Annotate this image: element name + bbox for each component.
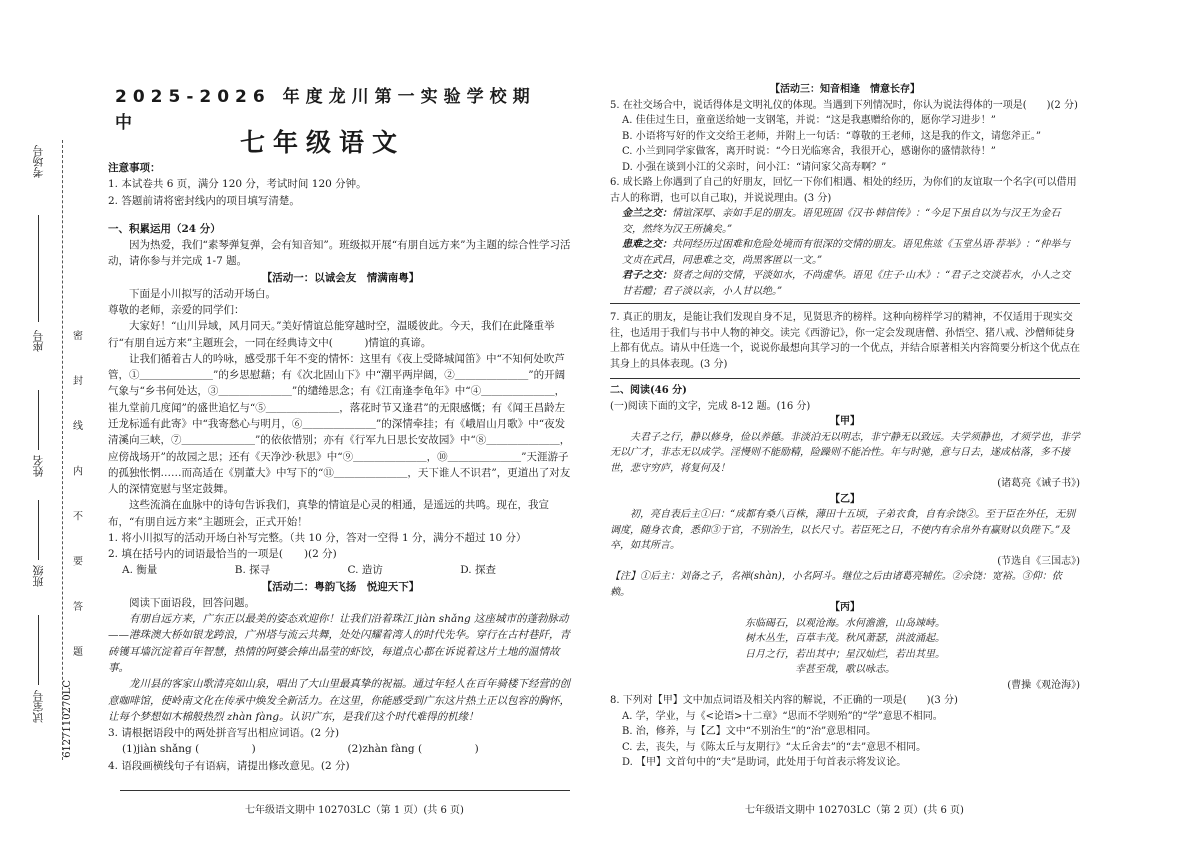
q6-text: 情谊深厚、亲如手足的朋友。语见班固《汉书·韩信传》：“今足下虽自以为与汉王为金石交，然终为汉王所擒矣。” — [622, 208, 1061, 235]
question-7: 7. 真正的朋友，是能让我们发现自身不足，见贤思齐的榜样。这种向榜样学习的精神，不仅适用于现实交往，也适用于我们与书中人物的神交。读完《西游记》，你一定会发现唐僧、孙悟空、猪八戒、沙僧师徒身上都有优点。请从中任选一个，说说你最想向其学习的一个优点，并结合原著相关内容简要分析这个优点在其身上的具体表现。(3 分) — [610, 312, 1080, 370]
binding-strip — [0, 0, 95, 847]
q2-option[interactable]: C. 造访 — [347, 564, 383, 577]
passage-jia: 夫君子之行，静以修身，俭以养德。非淡泊无以明志，非宁静无以致远。夫学须静也，才须学也，非学无以广才，非志无以成学。淫慢则不能励精，险躁则不能冶性。年与时驰，意与日去，遂成枯落，多不接世，悲守穷庐，将复何及！ — [610, 431, 1080, 474]
section1-heading: 一、积累运用（24 分） — [108, 222, 221, 235]
question-5: 5. 在社交场合中，说话得体是文明礼仪的体现。当遇到下列情况时，你认为说法得体的一项是( )(2 分) — [610, 99, 1078, 111]
note-item: 1. 本试卷共 6 页，满分 120 分，考试时间 120 分钟。 — [108, 178, 367, 191]
a2-intro: 阅读下面语段，回答问题。 — [129, 596, 255, 609]
a2-paragraph: 龙川县的客家山歌清亮如山泉，唱出了大山里最真挚的祝福。通过年轻人在百年骑楼下经营的创意咖啡馆，使岭南文化在传承中焕发全新活力。在这里，你能感受到广东这片热土正以包容的胸怀，让每个梦想如木棉般热烈 zhàn fàng。认识广东，是我们这个时代难得的机缘！ — [108, 678, 570, 723]
subject-title: 七年级语文 — [240, 128, 406, 157]
q6-item — [610, 268, 1080, 299]
question-2: 2. 填在括号内的词语最恰当的一项是( )(2 分) — [108, 548, 337, 561]
q8-option[interactable]: A. 学，学业，与《<论语>十二章》“思而不学则殆”的“学”意思不相同。 — [622, 710, 943, 722]
poem-line: 幸甚至哉，歌以咏志。 — [795, 664, 895, 675]
q2-options — [108, 562, 573, 578]
a1-greeting: 尊敬的老师，亲爱的同学们： — [108, 304, 245, 317]
footer-page-2: 七年级语文期中 102703LC（第 2 页）(共 6 页) — [745, 805, 964, 816]
question-4: 4. 语段画横线句子有语病，请提出修改意见。(2 分) — [108, 759, 350, 772]
notes-heading: 注意事项： — [108, 162, 161, 174]
q3-answer-2[interactable]: (2)zhàn fàng ( ) — [347, 743, 479, 756]
q2-option[interactable]: D. 探查 — [460, 564, 496, 577]
q6-item — [610, 206, 1080, 237]
passage-jia-source: (诸葛亮《诫子书》) — [997, 478, 1080, 489]
q6-text: 共同经历过困难和危险处境而有很深的交情的朋友。语见焦竑《玉堂丛语·荐举》：“仲举与文贞在武昌，同患难之交，尚黑客匿以一文。” — [622, 239, 1071, 266]
seat-line — [38, 260, 39, 322]
section2-sub: (一)阅读下面的文字，完成 8-12 题。(16 分) — [610, 400, 811, 412]
q5-option[interactable]: B. 小语将写好的作文交给王老师，并附上一句话：“尊敬的王老师，这是我的作文，请您斧正。” — [622, 130, 1041, 142]
q8-option[interactable]: C. 去，丧失，与《陈太丘与友期行》“太丘舍去”的“去”意思不相同。 — [622, 741, 927, 753]
name-label: 姓名 — [32, 455, 45, 477]
note-item: 2. 答题前请将密封线内的项目填写清楚。 — [108, 194, 300, 207]
poem-line: 日月之行，若出其中；星汉灿烂，若出其里。 — [745, 648, 945, 660]
right-column — [610, 82, 1080, 771]
q6-text: 贤者之间的交情，平淡如水，不尚虚华。语见《庄子·山木》：“君子之交淡若水，小人之交甘若醴；君子淡以亲，小人甘以绝。” — [622, 270, 1071, 297]
question-1: 1. 将小川拟写的活动开场白补写完整。（共 10 分，答对一空得 1 分，满分不超过 10 分） — [108, 531, 527, 544]
passage-bing-source: (曹操《观沧海》) — [1007, 679, 1080, 691]
test-room-label: 试室号 — [32, 690, 45, 723]
class-line — [38, 500, 39, 560]
section2-heading: 二、阅读(46 分) — [610, 385, 687, 396]
question-8: 8. 下列对【甲】文中加点词语及相关内容的解说，不正确的一项是( )(3 分) — [610, 695, 958, 706]
a1-paragraph: 这些流淌在血脉中的诗句告诉我们，真挚的情谊是心灵的相通，是遥远的共鸣。现在，我宣布，“有朋自远方来”主题班会，正式开始！ — [108, 499, 549, 528]
a1-intro: 下面是小川拟写的活动开场白。 — [129, 287, 276, 300]
q2-option[interactable]: A. 衡量 — [122, 564, 158, 577]
question-6: 6. 成长路上你遇到了自己的好朋友，回忆一下你们相遇、相处的经历，为你们的友谊取一个名字(可以借用古人的称谓，也可以自己取)，并说说理由。(3 分) — [610, 177, 1077, 204]
seat-label: 座号 — [32, 330, 45, 352]
section1-intro: 因为热爱，我们“素琴弹复弹，会有知音知”。班级拟开展“有朋自远方来”为主题的综合性学习活动，请你参与并完成 1-7 题。 — [108, 239, 571, 268]
a1-paragraph: 让我们循着古人的吟咏，感受那千年不变的情怀：这里有《夜上受降城闻笛》中“不知何处吹芦管，①＿＿＿＿＿＿＿”的乡思慰藉；有《次北固山下》中“潮平两岸阔，②＿＿＿＿＿＿＿”的开阔气象与“乡书何处达，③＿＿＿＿＿＿＿”的缱绻思念；有《江南逢李龟年》中“④＿＿＿＿＿＿＿，崔九堂前几度闻”的盛世追忆与“⑤＿＿＿＿＿＿＿，落花时节又逢君”的无限感慨；有《闻王昌龄左迁龙标遥有此寄》中“我寄愁心与明月，⑥＿＿＿＿＿＿＿”的深情牵挂；有《峨眉山月歌》中“夜发清溪向三峡，⑦＿＿＿＿＿＿＿”的依依惜别；亦有《行军九日思长安故园》中“⑧＿＿＿＿＿＿＿，应傍战场开”的故园之思；还有《天净沙·秋思》中“⑨＿＿＿＿＿＿＿，⑩＿＿＿＿＿＿＿”天涯游子的孤独怅惘……而高适在《别董大》中写下的“⑪＿＿＿＿＿＿＿，天下谁人不识君”，更道出了对友人的深情宽慰与坚定鼓舞。 — [108, 352, 571, 496]
passage-jia-label: 【甲】 — [830, 416, 860, 427]
activity1-heading: 【活动一：以诚会友 情满南粤】 — [261, 271, 420, 284]
q7-answer-line[interactable] — [610, 378, 1080, 379]
exam-room-label: 考场号 — [32, 145, 45, 178]
serial-number: 6127110270LC — [62, 680, 73, 758]
seal-warning: 密 封 线 内 不 要 答 题 — [70, 330, 82, 673]
activity3-heading: 【活动三：知音相逢 情意长存】 — [770, 84, 920, 95]
poem-line: 树木丛生，百草丰茂。秋风萧瑟，洪波涌起。 — [745, 633, 945, 644]
passage-yi-label: 【乙】 — [830, 493, 860, 505]
passage-yi: 初，亮自表后主①曰：“成都有桑八百株，薄田十五顷，子弟衣食，自有余饶②。至于臣在外任，无别调度，随身衣食，悉仰③于官，不别治生，以长尺寸。若臣死之日，不使内有余帛外有赢财以负陛下。”及卒，如其所言。 — [610, 509, 1076, 551]
q6-answer-line[interactable] — [610, 303, 1080, 304]
q3-answer-1[interactable]: (1)jiàn shǎng ( ) — [122, 743, 256, 756]
left-column — [108, 160, 573, 774]
a1-paragraph: 大家好！“山川异域，风月同天。”美好情谊总能穿越时空，温暖彼此。今天，我们在此隆重举行“有朋自远方来”主题班会，一同在经典诗文中( )情谊的真谛。 — [108, 320, 555, 349]
test-room-line — [38, 615, 39, 685]
q8-option[interactable]: B. 治，修养，与【乙】文中“不别治生”的“治”意思相同。 — [622, 726, 877, 737]
poem-line: 东临碣石，以观沧海。水何澹澹，山岛竦峙。 — [745, 617, 945, 629]
activity2-heading: 【活动二：粤韵飞扬 悦迎天下】 — [261, 580, 420, 593]
a2-paragraph: 有朋自远方来，广东正以最美的姿态欢迎你！让我们沿着珠江 jiàn shǎng 这座城市的蓬勃脉动——港珠澳大桥如银龙跨浪，广州塔与流云共舞，处处闪耀着湾人的时代先华。穿行在古村巷阡，青砖镬耳墙沉淀着百年智慧，热情的阿婆会捧出晶莹的虾饺，每道点心都在诉说着这片土地的温情故事。 — [108, 613, 570, 674]
q3-answers — [108, 741, 573, 757]
passage-bing-label: 【丙】 — [830, 602, 860, 613]
q6-term: 患难之交： — [622, 239, 672, 250]
q6-term: 金兰之交： — [622, 208, 672, 219]
passage-note: 【注】①后主：刘备之子，名禅(shàn)，小名阿斗。继位之后由诸葛亮辅佐。②余饶：宽裕。③仰：依赖。 — [610, 571, 1062, 598]
q2-option[interactable]: B. 探寻 — [234, 564, 271, 577]
q6-item — [610, 237, 1080, 268]
footer-page-1: 七年级语文期中 102703LC（第 1 页）(共 6 页) — [245, 805, 464, 816]
name-line — [38, 390, 39, 450]
class-label: 班级 — [32, 565, 45, 587]
q8-option[interactable]: D. 【甲】文首句中的“夫”是助词，此处用于句首表示将发议论。 — [622, 757, 907, 768]
q5-option[interactable]: C. 小兰到同学家做客，离开时说：“今日光临寒舍，我很开心，感谢你的盛情款待！” — [622, 146, 996, 157]
q6-term: 君子之交： — [622, 270, 672, 281]
q5-option[interactable]: D. 小强在谈到小江的父亲时，问小江：“请问家父高寿啊？” — [622, 161, 887, 173]
question-3: 3. 请根据语段中的两处拼音写出相应词语。(2 分) — [108, 727, 340, 740]
q5-option[interactable]: A. 佳佳过生日，童童送给她一支钢笔，并说：“这是我惠赠给你的，愿你学习进步！” — [622, 115, 996, 126]
passage-yi-source: (节选自《三国志》) — [997, 555, 1080, 567]
answer-line[interactable] — [120, 790, 570, 791]
exam-title: 2025-2026 年度龙川第一实验学校期中 — [115, 87, 536, 134]
